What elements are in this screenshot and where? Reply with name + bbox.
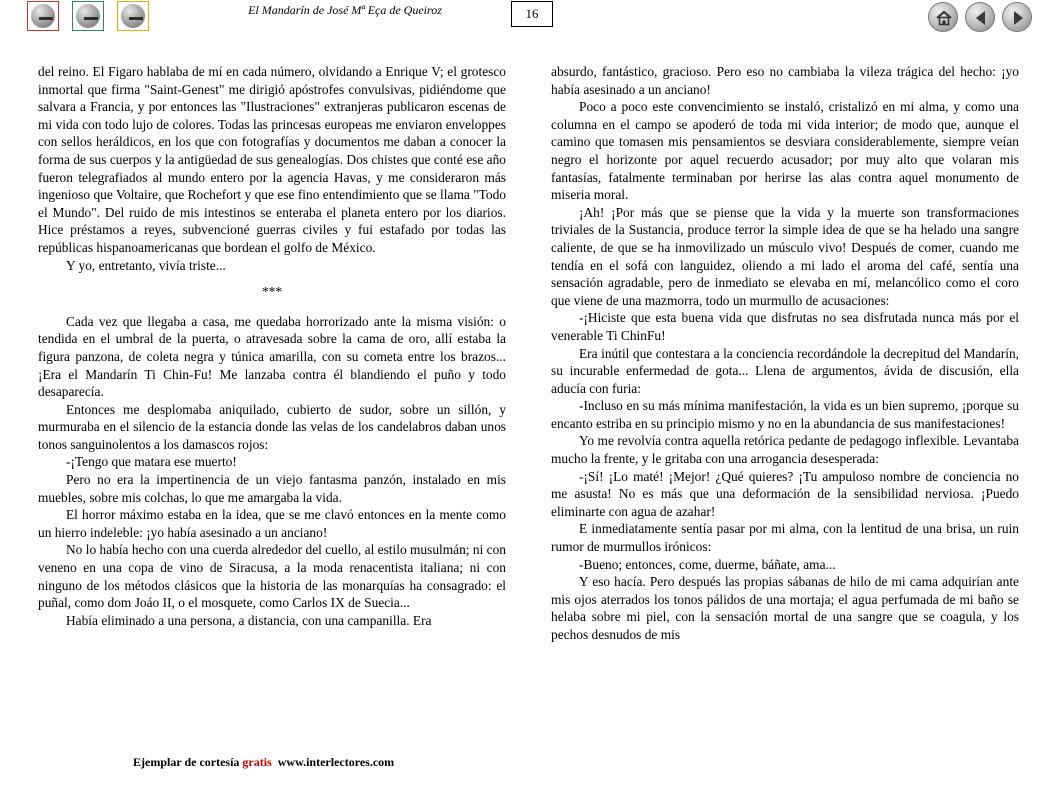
left-text-column <box>38 63 506 629</box>
previous-page-button[interactable] <box>965 2 995 32</box>
paragraph: Pero no era la impertinencia de un viejo fantasma panzón, instalado en mis muebles, sobre mis colchas, lo que me amargaba la vida. <box>38 472 506 505</box>
book-title: El Mandarín de José Mª Eça de Queiroz <box>248 3 442 17</box>
minus-icon <box>76 4 100 28</box>
paragraph: -¡Sí! ¡Lo maté! ¡Mejor! ¿Qué quieres? ¡Tu ampuloso nombre de conciencia no me asusta! No es más que una deformación de la sensibilidad nerviosa. ¡Puedo eliminarte con agua de azahar! <box>551 468 1019 519</box>
home-button[interactable] <box>928 2 958 32</box>
paragraph: Había eliminado a una persona, a distancia, con una campanilla. Era <box>66 612 432 628</box>
minus-icon <box>121 4 145 28</box>
paragraph: ¡Ah! ¡Por más que se piense que la vida y la muerte son transformaciones triviales de la Sustancia, produce terror la simple idea de que se ha helado una sangre caliente, de que se ha inmovilizado un músculo vivo! Después de comer, cuando me tendía en el sofá con languidez, oliendo a mi lado el aroma del café, sentía una sensación agradable, pero de inmediato se elevaba en mí, melancólico como el coro que viene de una mazmorra, todo un murmullo de acusaciones: <box>551 204 1019 308</box>
footer-credit <box>133 755 394 770</box>
paragraph: E inmediatamente sentía pasar por mi alma, con la lentitud de una brisa, un ruin rumor de murmullos irónicos: <box>551 521 1019 555</box>
paragraph: Entonces me desplomaba aniquilado, cubierto de sudor, sobre un sillón, y murmuraba en el silencio de la estancia donde las velas de los candelabros daban unos tonos sanguinolentos a los damascos rojos: <box>38 401 506 452</box>
minimize-yellow-button[interactable] <box>117 1 149 31</box>
toolbar <box>0 0 1058 36</box>
minus-icon <box>31 4 55 28</box>
minimize-red-button[interactable] <box>27 1 59 31</box>
paragraph: -Bueno; entonces, come, duerme, báñate, ama... <box>579 556 836 572</box>
home-icon <box>929 3 959 33</box>
paragraph: -Incluso en su más mínima manifestación, la vida es un bien supremo, ¡porque su encanto estriba en su principio mismo y no en la abundancia de sus manifestaciones! <box>551 398 1019 431</box>
footer-prefix: Ejemplar de cortesía <box>133 755 243 769</box>
arrow-left-icon <box>966 3 996 33</box>
next-page-button[interactable] <box>1002 2 1032 32</box>
footer-website: www.interlectores.com <box>271 755 395 769</box>
arrow-right-icon <box>1003 3 1033 33</box>
paragraph: absurdo, fantástico, gracioso. Pero eso no cambiaba la vileza trágica del hecho: ¡yo había asesinado a un anciano! <box>551 64 1019 97</box>
paragraph: Era inútil que contestara a la conciencia recordándole la decrepitud del Mandarín, su incurable enfermedad de gota... Llena de argumentos, ávida de discusión, ella aducía con furia: <box>551 345 1019 396</box>
right-text-column <box>551 63 1019 644</box>
paragraph: El horror máximo estaba en la idea, que se me clavó entonces en la mente como un hierro indeleble: ¡yo había asesinado a un anciano! <box>38 507 506 540</box>
minimize-green-button[interactable] <box>72 1 104 31</box>
paragraph: Y yo, entretanto, vivía triste... <box>66 257 226 273</box>
paragraph: Y eso hacía. Pero después las propias sábanas de hilo de mi cama adquirían ante mis ojos aterrados los tonos pálidos de una mortaja; el agua perfumada de mi baño se helaba sobre mi piel, con la sensación mortal de una sangre que se coagula, y los pechos desnudos de mis <box>551 574 1019 642</box>
paragraph: Cada vez que llegaba a casa, me quedaba horrorizado ante la misma visión: o tendida en el umbral de la puerta, o atravesada sobre la cama de oro, allí estaba la figura panzona, de coleta negra y túnica amarilla, con su cometa entre los brazos... ¡Era el Mandarín Ti Chin-Fu! Me lanzaba contra él blandiendo el puño y todo desaparecía. <box>38 313 506 400</box>
paragraph: -¡Hiciste que esta buena vida que disfrutas no sea disfrutada nunca más por el venerable Ti ChinFu! <box>551 310 1019 343</box>
page-number: 16 <box>511 1 553 27</box>
paragraph: Yo me revolvía contra aquella retórica pedante de pedagogo inflexible. Levantaba mucho la frente, y le gritaba con una arrogancia desesperada: <box>551 433 1019 467</box>
paragraph: -¡Tengo que matara ese muerto! <box>66 454 237 470</box>
paragraph: del reino. El Figaro hablaba de mí en cada número, olvidando a Enrique V; el grotesco inmortal que firma "Saint-Genest" me dirigió apóstrofes convulsivas, pidiéndome que salvara a Francia, y por entonces las "Ilustraciones" extranjeras publicaron escenas de mi vida con todo lujo de colores. Todas las princesas europeas me enviaron enveloppes con sellos heráldicos, en los que con fotografías y documentos me daban a conocer la forma de sus cuerpos y la antigüedad de sus genealogías. Dos chistes que conté ese año fueron telegrafiados al mundo entero por la agencia Havas, y me consideraron más ingenioso que Voltaire, que Rochefort y que ese fino entendimiento que se llama "Todo el Mundo". Del ruido de mis intestinos se enteraba el planeta entero por los diarios. Hice préstamos a reyes, subvencioné guerras civiles y fui estafado por todas las repúblicas hispanoamericanas que bordean el golfo de México. <box>38 64 506 255</box>
footer-gratis: gratis <box>242 755 272 769</box>
paragraph: Poco a poco este convencimiento se instaló, cristalizó en mi alma, y como una columna en el campo se apoderó de toda mi vida interior; de modo que, aunque el camino que tomasen mis pensamientos se desviara considerablemente, siempre veían negro el horizonte por aquel recuerdo acusador; por muy alto que volaran mis fantasías, fatalmente terminaban por herirse las alas contra aquel monumento de miseria moral. <box>551 99 1019 203</box>
section-separator: *** <box>261 284 283 300</box>
paragraph: No lo había hecho con una cuerda alrededor del cuello, al estilo musulmán; ni con veneno en una copa de vino de Siracusa, a la moda renacentista italiana; ni con ninguno de los métodos clásicos que la historia de las monarquías ha consagrado: el puñal, como dom Joáo II, o el mosquete, como Carlos IX de Suecia... <box>38 542 506 611</box>
